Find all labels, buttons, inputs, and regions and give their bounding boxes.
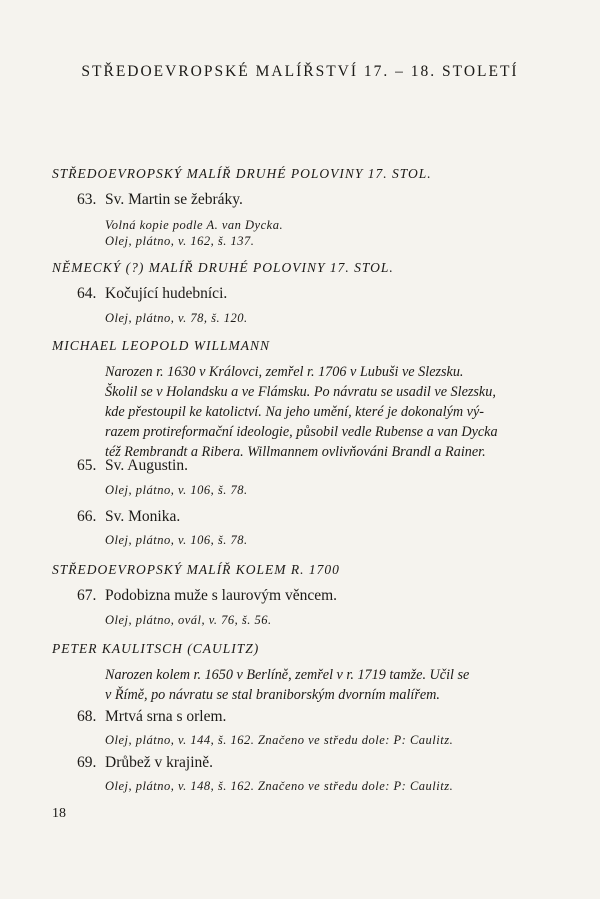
catalog-entry: [77, 457, 188, 475]
entry-detail: Olej, plátno, v. 78, š. 120.: [105, 311, 248, 325]
section-heading: MICHAEL LEOPOLD WILLMANN: [52, 338, 271, 353]
entry-number: 68.: [77, 708, 97, 725]
artist-bio-line: kde přestoupil ke katolictví. Na jeho umění, které je dokonalým vý-: [105, 404, 484, 420]
entry-number: 64.: [77, 285, 97, 302]
catalog-entry: [77, 754, 213, 772]
artist-bio-line: razem protireformační ideologie, působil vedle Rubense a van Dycka: [105, 424, 498, 440]
catalog-entry: [77, 285, 227, 303]
artist-bio-line: Narozen r. 1630 v Královci, zemřel r. 1706 v Lubuši ve Slezsku.: [105, 364, 464, 380]
entry-title: Kočující hudebníci.: [105, 285, 228, 302]
entry-number: 66.: [77, 508, 97, 525]
entry-detail: Olej, plátno, v. 144, š. 162. Značeno ve středu dole: P: Caulitz.: [105, 733, 454, 747]
section-heading: NĚMECKÝ (?) MALÍŘ DRUHÉ POLOVINY 17. STOL.: [52, 260, 394, 275]
artist-bio-line: též Rembrandt a Ribera. Willmannem ovlivňováni Brandl a Rainer.: [105, 444, 486, 460]
entry-title: Sv. Monika.: [105, 508, 181, 525]
entry-detail: Olej, plátno, v. 148, š. 162. Značeno ve středu dole: P: Caulitz.: [105, 779, 454, 793]
entry-detail: Volná kopie podle A. van Dycka.: [105, 218, 284, 232]
entry-title: Sv. Augustin.: [105, 457, 188, 474]
catalog-entry: [77, 508, 180, 526]
entry-detail: Olej, plátno, ovál, v. 76, š. 56.: [105, 613, 272, 627]
entry-number: 67.: [77, 587, 97, 604]
catalog-entry: [77, 191, 243, 209]
page-number: 18: [52, 806, 66, 821]
entry-detail: Olej, plátno, v. 106, š. 78.: [105, 483, 248, 497]
entry-title: Mrtvá srna s orlem.: [105, 708, 227, 725]
entry-detail: Olej, plátno, v. 106, š. 78.: [105, 533, 248, 547]
entry-number: 65.: [77, 457, 97, 474]
running-head: STŘEDOEVROPSKÉ MALÍŘSTVÍ 17. – 18. STOLETÍ: [81, 63, 519, 80]
section-heading: STŘEDOEVROPSKÝ MALÍŘ DRUHÉ POLOVINY 17. STOL.: [52, 166, 432, 181]
entry-detail: Olej, plátno, v. 162, š. 137.: [105, 234, 255, 248]
entry-title: Podobizna muže s laurovým věncem.: [105, 587, 338, 604]
entry-number: 69.: [77, 754, 97, 771]
entry-number: 63.: [77, 191, 97, 208]
section-heading: PETER KAULITSCH (CAULITZ): [52, 641, 260, 656]
artist-bio-line: Školil se v Holandsku a ve Flámsku. Po návratu se usadil ve Slezsku,: [105, 384, 496, 400]
artist-bio-line: Narozen kolem r. 1650 v Berlíně, zemřel v r. 1719 tamže. Učil se: [105, 667, 470, 683]
section-heading: STŘEDOEVROPSKÝ MALÍŘ KOLEM R. 1700: [52, 562, 340, 577]
entry-title: Drůbež v krajině.: [105, 754, 214, 771]
entry-title: Sv. Martin se žebráky.: [105, 191, 243, 208]
catalog-entry: [77, 587, 337, 605]
catalog-entry: [77, 708, 226, 726]
artist-bio-line: v Římě, po návratu se stal braniborským dvorním malířem.: [105, 687, 440, 703]
